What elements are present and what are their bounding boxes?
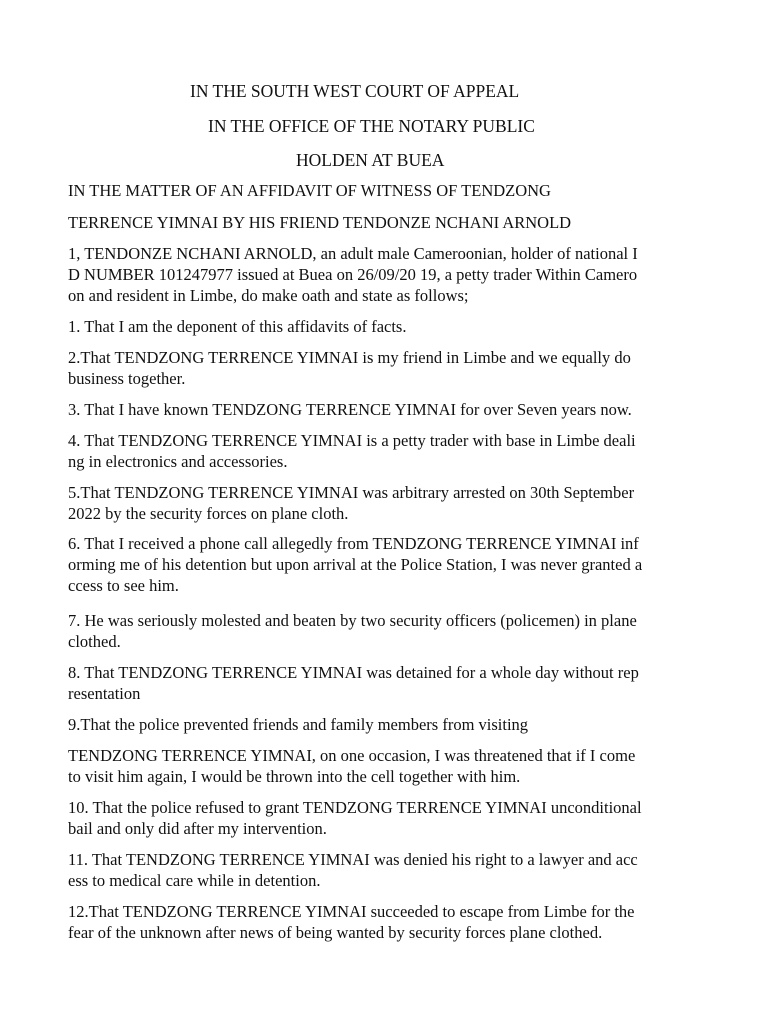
affidavit-point-1: 1. That I am the deponent of this affidavits of facts. [68, 317, 407, 336]
affidavit-point-11: 11. That TENDZONG TERRENCE YIMNAI was denied his right to a lawyer and acc ess to medical care while in detention. [68, 850, 638, 890]
matter-line-1: IN THE MATTER OF AN AFFIDAVIT OF WITNESS OF TENDZONG [68, 181, 551, 200]
matter-line-2: TERRENCE YIMNAI BY HIS FRIEND TENDONZE NCHANI ARNOLD [68, 213, 572, 232]
affidavit-point-2: 2.That TENDZONG TERRENCE YIMNAI is my friend in Limbe and we equally do business together. [68, 348, 631, 388]
affidavit-point-8: 8. That TENDZONG TERRENCE YIMNAI was detained for a whole day without rep resentation [68, 663, 639, 703]
office-heading: IN THE OFFICE OF THE NOTARY PUBLIC [208, 116, 535, 136]
affidavit-point-9-continued: TENDZONG TERRENCE YIMNAI, on one occasion, I was threatened that if I come to visit him again, I would be thrown into the cell together with him. [68, 746, 636, 786]
venue-heading: HOLDEN AT BUEA [296, 150, 445, 170]
affidavit-point-10: 10. That the police refused to grant TENDZONG TERRENCE YIMNAI unconditional bail and only did after my intervention. [68, 798, 642, 838]
affidavit-point-9: 9.That the police prevented friends and family members from visiting [68, 715, 529, 734]
affidavit-point-4: 4. That TENDZONG TERRENCE YIMNAI is a petty trader with base in Limbe deali ng in electronics and accessories. [68, 431, 636, 471]
affidavit-point-5: 5.That TENDZONG TERRENCE YIMNAI was arbitrary arrested on 30th September 2022 by the security forces on plane cloth. [68, 483, 635, 523]
affidavit-point-12: 12.That TENDZONG TERRENCE YIMNAI succeeded to escape from Limbe for the fear of the unknown after news of being wanted by security forces plane clothed. [68, 902, 635, 942]
affidavit-point-7: 7. He was seriously molested and beaten by two security officers (policemen) in plane clothed. [68, 611, 637, 651]
affidavit-point-3: 3. That I have known TENDZONG TERRENCE YIMNAI for over Seven years now. [68, 400, 632, 419]
affidavit-point-6: 6. That I received a phone call allegedly from TENDZONG TERRENCE YIMNAI inf orming me of his detention but upon arrival at the Police Station, I was never granted a ccess to see him. [68, 534, 643, 595]
deponent-intro: 1, TENDONZE NCHANI ARNOLD, an adult male Cameroonian, holder of national I D NUMBER 101247977 issued at Buea on 26/09/20 19, a petty trader Within Camero on and resident in Limbe, do make oath and state as follows; [68, 244, 638, 305]
court-heading: IN THE SOUTH WEST COURT OF APPEAL [190, 81, 520, 101]
